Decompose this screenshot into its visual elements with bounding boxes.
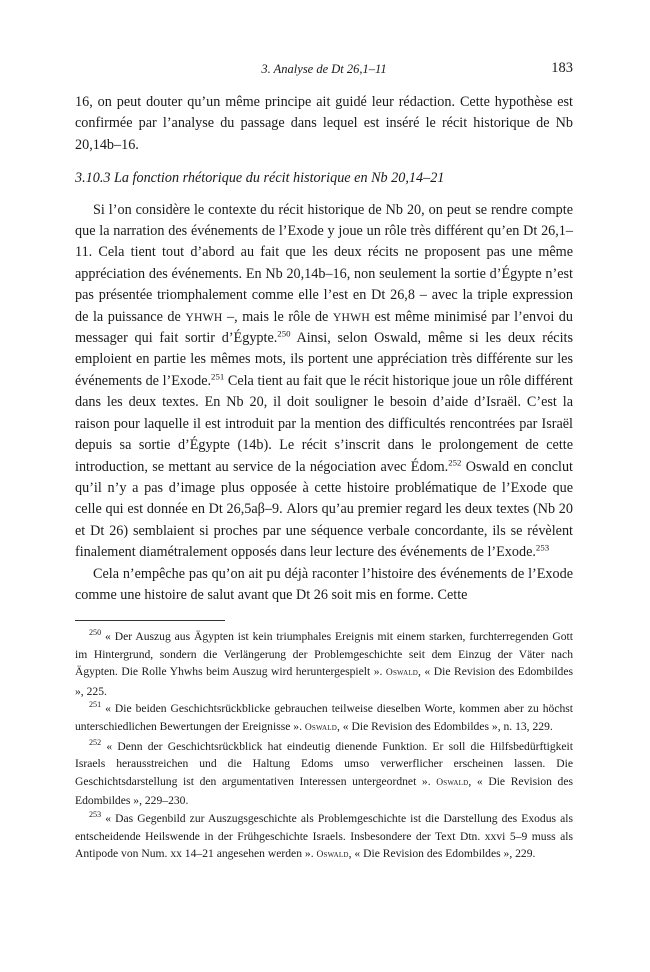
footnote-author: Oswald [436, 777, 469, 788]
footnote-ref-253[interactable]: 253 [535, 542, 550, 553]
footnote-text: « Die beiden Geschichtsrückblicke gebrauchen teilweise dieselben Worte, kommen aber zu höchst unterschiedlichen Bewertungen der Ereignisse ». [75, 702, 573, 733]
footnote-ref-252[interactable]: 252 [448, 457, 462, 468]
body-text [75, 92, 573, 606]
text-run: Cela tient au fait que le récit historique joue un rôle différent dans les deux textes. En Nb 20, il doit souligner le besoin d’aide d’Israël. C’est la raison pour laquelle il est introduit par la mention des difficultés rencontrées par Israël depuis sa sortie d’Égypte (14b). Le récit s’inscrit dans le prolongement de cette introduction, se mettant au service de la négociation avec Édom. [75, 372, 573, 475]
running-head: 3. Analyse de Dt 26,1–11 [261, 62, 387, 76]
footnote-252 [75, 738, 573, 810]
footnote-author: Oswald [316, 850, 349, 861]
footnote-author: Oswald [385, 668, 419, 679]
footnote-number: 251 [89, 700, 102, 710]
text-run: Oswald en conclut qu’il n’y a pas d’image plus opposée à cette histoire problématique de l’Exode que celle qui est donnée en Dt 26,5aβ–9. Alors qu’au premier regard les deux textes (Nb 20 et Dt 26) semblaient si proches par une séquence verbale concordante, ils se révèlent finalement diamétralement opposés dans leur lecture des événements de l’Exode. [75, 458, 573, 561]
footnote-251 [75, 700, 573, 737]
footnote-source: , « Die Revision des Edombildes », 229. [348, 847, 536, 861]
footnotes [75, 628, 573, 865]
paragraph-main [75, 200, 573, 564]
footnote-source: , « Die Revision des Edombildes », n. 13, 229. [337, 719, 553, 733]
text-run: Ainsi, selon Oswald, même si les deux récits emploient en partie les mêmes mots, ils portent une appréciation très différente sur les événements de l’Exode. [75, 330, 573, 389]
paragraph-continuation: 16, on peut douter qu’un même principe ait guidé leur rédaction. Cette hypothèse est confirmée par l’analyse du passage dans lequel est inséré le récit historique de Nb 20,14b–16. [75, 94, 573, 153]
section-heading: 3.10.3 La fonction rhétorique du récit historique en Nb 20,14–21 [75, 170, 445, 187]
text-run: –, mais le rôle de [222, 308, 333, 325]
footnote-number: 252 [89, 737, 102, 747]
footnote-number: 250 [89, 627, 102, 637]
paragraph-closing: Cela n’empêche pas qu’on ait pu déjà raconter l’histoire des événements de l’Exode comme une histoire de salut avant que Dt 26 soit mis en forme. Cette [75, 565, 573, 603]
footnote-ref-251[interactable]: 251 [211, 371, 225, 382]
page-number: 183 [551, 60, 573, 76]
text-run: est même minimisé par l’envoi du messager qui fait sortir d’Égypte. [75, 308, 573, 347]
footnote-number: 253 [89, 809, 102, 819]
footnote-text: « Denn der Geschichtsrückblick hat eindeutig dienende Funktion. Er soll die Hilfsbedürftigkeit Israels herausstreichen und die Haltung Edoms umso verwerflicher erscheinen lassen. Die Geschichtsdarstellung ist den argumentativen Interessen untergeordnet ». [75, 739, 573, 788]
footnote-text: « Der Auszug aus Ägypten ist kein triumphales Ereignis mit einem starken, furchterregenden Gott im Hintergrund, sondern die Verlängerung der Problemgeschichte seit dem Einzug der Väter nach Ägypten. Die Rolle Yhwhs beim Auszug wird heruntergespielt ». [75, 630, 573, 679]
footnote-253 [75, 810, 573, 865]
divine-name: YHWH [185, 310, 223, 324]
footnote-source: , « Die Revision des Edombildes », 225. [75, 665, 574, 698]
footnote-source: , « Die Revision des Edombildes », 229–230. [75, 774, 573, 808]
footnote-text: « Das Gegenbild zur Auszugsgeschichte als Problemgeschichte ist die Darstellung des Exodus als entscheidende Heilswende in der Frühgeschichte Israels. Insbesondere der Text Dtn. xxvi 5–9 muss als Antipode von Num. xx 14–21 angesehen werden ». [75, 811, 573, 861]
page-header [75, 60, 573, 78]
text-run: Si l’on considère le contexte du récit historique de Nb 20, on peut se rendre compte que la narration des événements de l’Exode y joue un rôle très différent qu’en Dt 26,1–11. Cela tient tout d’abord au fait que les deux récits ne proposent pas une même appréciation des événements. En Nb 20,14b–16, non seulement la sortie d’Égypte n’est pas présentée triomphalement comme elle l’est en Dt 26,8 – avec la triple expression de la puissance de [75, 201, 573, 325]
footnote-250 [75, 628, 573, 700]
divine-name: YHWH [332, 310, 370, 324]
footnote-ref-250[interactable]: 250 [277, 328, 291, 339]
footnote-rule [75, 620, 225, 621]
footnote-author: Oswald [304, 722, 337, 733]
